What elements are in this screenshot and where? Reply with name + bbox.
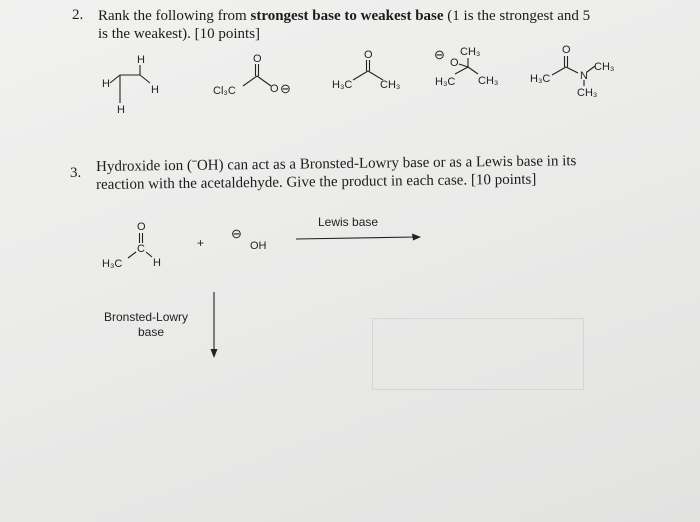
question-2-text-end: (1 is the strongest and 5 [443, 8, 591, 24]
m3-ch3: CH₃ [380, 79, 401, 91]
m1-h-right: H [151, 84, 159, 96]
m4-h3c: H₃C [435, 76, 456, 88]
m1-bond [110, 75, 120, 83]
m4-ch3-top: CH₃ [460, 46, 481, 58]
m3-h3c: H₃C [332, 79, 353, 91]
m1-h-left: H [102, 78, 110, 90]
question-3-line-1: Hydroxide ion (ˉOH) can act as a Bronsted-Lowry base or as a Lewis base in its [96, 153, 577, 175]
m2-bond [257, 76, 271, 86]
bronsted-lowry-label: Bronsted-Lowry [104, 310, 189, 324]
m3-o-top: O [364, 49, 373, 61]
answer-area [372, 318, 584, 390]
question-2-emphasis: strongest base to weakest base [250, 8, 444, 24]
m2-o-top: O [253, 53, 262, 65]
m2-cl3c: Cl₃C [213, 85, 236, 97]
lewis-arrowhead [412, 234, 421, 241]
m5-n: N [580, 70, 588, 82]
m5-h3c: H₃C [530, 73, 551, 85]
question-3-line-2: reaction with the acetaldehyde. Give the product in each case. [10 points] [96, 171, 537, 193]
rxn-c: C [137, 243, 145, 255]
question-2-text: Rank the following from [98, 8, 251, 24]
m3-bond [353, 71, 368, 80]
rxn-oh: OH [250, 240, 267, 252]
m5-ch3-right: CH₃ [594, 61, 615, 73]
rxn-h: H [153, 257, 161, 269]
bl-arrowhead [211, 349, 218, 358]
rxn-o-top: O [137, 221, 146, 233]
question-2-number: 2. [72, 7, 84, 23]
m1-h-bottom: H [117, 104, 125, 116]
rxn-bond [128, 252, 136, 258]
question-3-number: 3. [70, 165, 82, 181]
m4-bond [468, 67, 478, 74]
rxn-hydroxide-charge-icon: ⊖ [231, 226, 242, 241]
m2-o-right: O [270, 83, 279, 95]
m4-bond [459, 64, 468, 67]
m1-h-top: H [137, 54, 145, 66]
m5-o-top: O [562, 44, 571, 56]
m4-ch3-right: CH₃ [478, 75, 499, 87]
m2-bond [243, 76, 257, 86]
m2-negative-charge-icon: ⊖ [280, 81, 291, 96]
rxn-plus: + [197, 236, 205, 250]
question-2-line-2: is the weakest). [10 points] [98, 26, 261, 42]
lewis-arrow-line [296, 237, 416, 239]
lewis-base-label: Lewis base [318, 215, 379, 229]
bronsted-lowry-label-base: base [138, 325, 165, 339]
rxn-h3c: H₃C [102, 258, 123, 270]
m4-negative-charge-icon: ⊖ [434, 47, 445, 62]
m5-bond [566, 67, 578, 73]
m5-ch3-bottom: CH₃ [577, 87, 598, 99]
rxn-bond [146, 252, 152, 257]
m5-bond [552, 67, 566, 75]
m4-o: O [450, 57, 459, 69]
m1-bond [140, 75, 150, 83]
